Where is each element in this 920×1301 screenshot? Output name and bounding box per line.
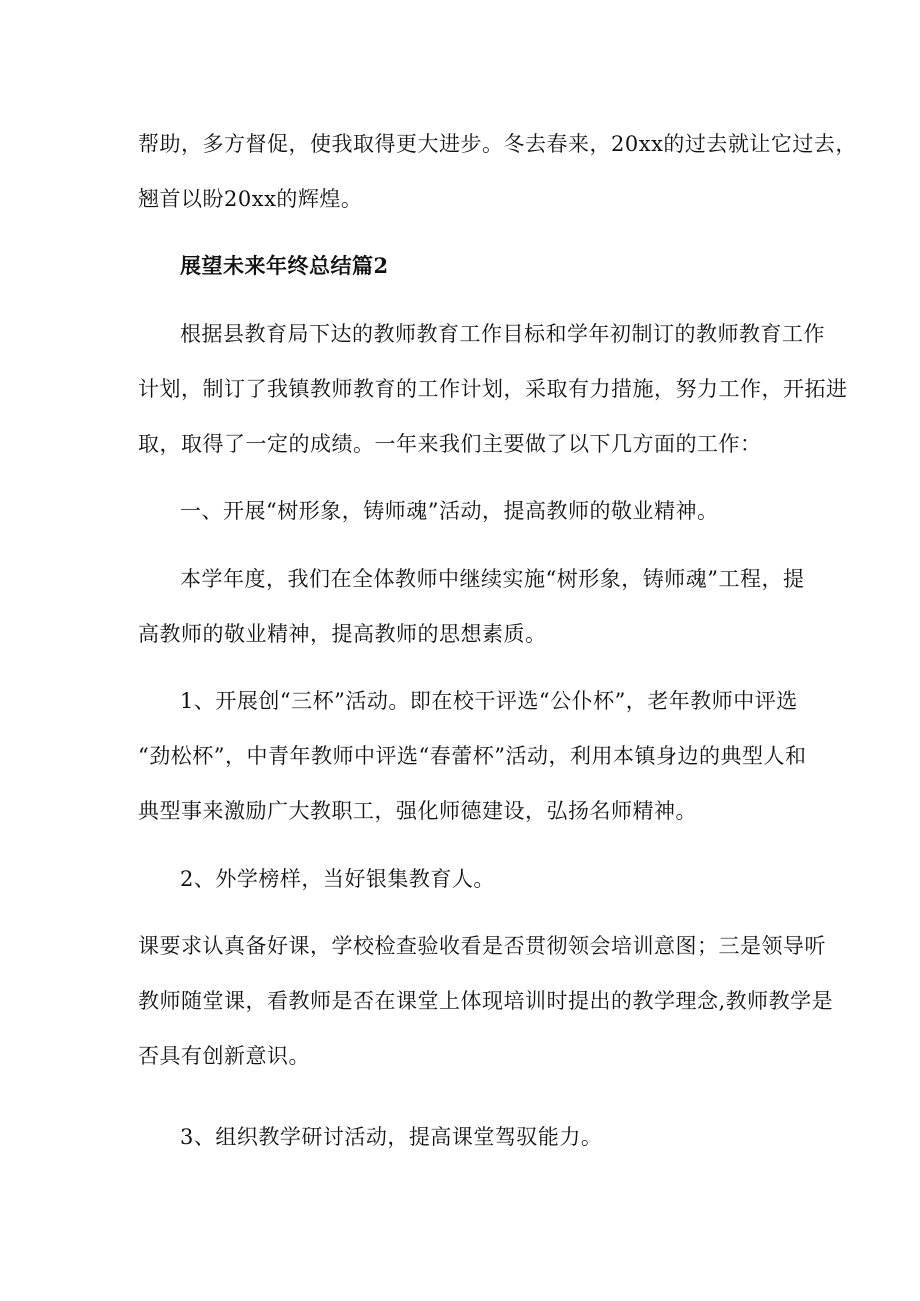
text-line: 根据县教育局下达的教师教育工作目标和学年初制订的教师教育工作 <box>180 322 825 346</box>
text-line: 一、开展“树形象，铸师魂”活动，提高教师的敬业精神。 <box>180 499 719 523</box>
text-line: 本学年度，我们在全体教师中继续实施“树形象，铸师魂”工程，提 <box>180 567 805 591</box>
text-line: 计划，制订了我镇教师教育的工作计划，采取有力措施，努力工作，开拓进 <box>138 377 848 401</box>
text-line: 1、开展创“三杯”活动。即在校干评选“公仆杯”，老年教师中评选 <box>180 689 798 713</box>
text-line: 教师随堂课，看教师是否在课堂上体现培训时提出的教学理念,教师教学是 <box>138 989 834 1013</box>
section-heading: 展望未来年终总结篇2 <box>180 253 389 278</box>
text-line: 2、外学榜样，当好银集教育人。 <box>180 867 495 891</box>
text-line: 否具有创新意识。 <box>138 1044 310 1068</box>
text-line: 高教师的敬业精神，提高教师的思想素质。 <box>138 622 547 646</box>
text-line: 课要求认真备好课，学校检查验收看是否贯彻领会培训意图；三是领导听 <box>138 934 826 958</box>
text-line: 取，取得了一定的成绩。一年来我们主要做了以下几方面的工作： <box>138 432 762 456</box>
text-line: 翘首以盼20xx的辉煌。 <box>138 187 363 211</box>
text-line: 3、组织教学研讨活动，提高课堂驾驭能力。 <box>180 1125 603 1149</box>
text-line: 典型事来激励广大教职工，强化师德建设，弘扬名师精神。 <box>138 799 697 823</box>
text-line: 帮助，多方督促，使我取得更大进步。冬去春来，20xx的过去就让它过去， <box>138 132 857 156</box>
text-line: “劲松杯”，中青年教师中评选“春蕾杯”活动，利用本镇身边的典型人和 <box>138 744 807 768</box>
